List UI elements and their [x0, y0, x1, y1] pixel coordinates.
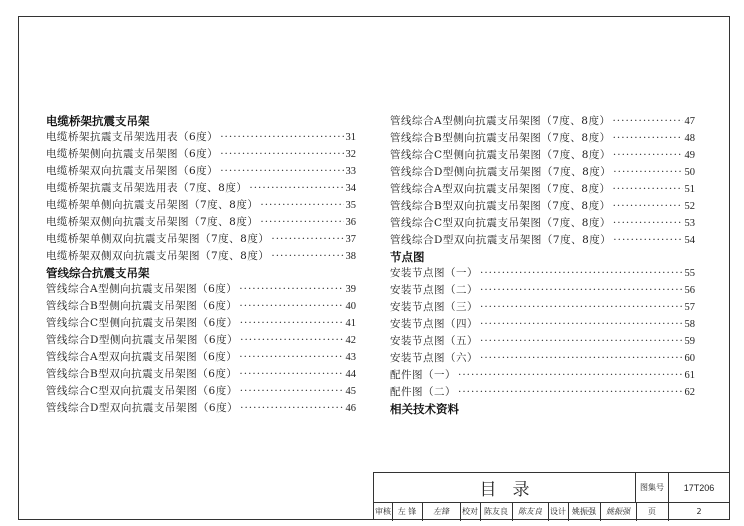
toc-entry-title: 管线综合A型双向抗震支吊架图（7度、8度） [390, 183, 611, 195]
title-block [373, 472, 729, 519]
toc-entry [390, 316, 695, 333]
toc-entry-page: 57 [684, 302, 695, 313]
toc-entry [390, 299, 695, 316]
toc-entry-title: 安装节点图（一） [390, 267, 478, 279]
toc-entry-page: 45 [345, 386, 356, 397]
leader-dots [613, 215, 683, 232]
toc-entry-page: 55 [684, 268, 695, 279]
section-heading: 节点图 [390, 250, 425, 264]
review-label: 审核 [375, 507, 391, 516]
toc-entry-title: 电缆桥架侧向抗震支吊架图（6度） [46, 148, 219, 160]
section-heading: 管线综合抗震支吊架 [46, 266, 150, 280]
leader-dots [458, 384, 683, 401]
toc-entry [390, 265, 695, 282]
toc-entry-title: 管线综合C型双向抗震支吊架图（6度） [46, 385, 238, 397]
toc-entry-title: 电缆桥架抗震支吊架选用表（7度、8度） [46, 182, 248, 194]
toc-entry [390, 181, 695, 198]
toc-entry-page: 54 [684, 235, 695, 246]
toc-entry-page: 56 [684, 285, 695, 296]
toc-entry-title: 管线综合A型侧向抗震支吊架图（7度、8度） [390, 115, 611, 127]
leader-dots [480, 333, 683, 350]
toc-entry-title: 电缆桥架单侧双向抗震支吊架图（7度、8度） [46, 233, 270, 245]
leader-dots [480, 282, 683, 299]
toc-entry-title: 管线综合A型侧向抗震支吊架图（6度） [46, 283, 238, 295]
section-heading: 电缆桥架抗震支吊架 [46, 114, 150, 128]
toc-entry-page: 52 [684, 201, 695, 212]
leader-dots [271, 231, 343, 248]
toc-entry-page: 41 [345, 318, 356, 329]
leader-dots [613, 147, 683, 164]
drawing-title: 目录 [374, 473, 636, 502]
toc-entry-page: 59 [684, 336, 695, 347]
leader-dots [239, 281, 343, 298]
leader-dots [260, 214, 343, 231]
toc-entry [46, 298, 356, 315]
toc-entry [390, 367, 695, 384]
toc-entry [46, 146, 356, 163]
toc-entry [390, 147, 695, 164]
toc-entry-page: 58 [684, 319, 695, 330]
toc-entry-page: 32 [345, 149, 356, 160]
toc-entry-page: 43 [345, 352, 356, 363]
toc-entry-title: 管线综合B型双向抗震支吊架图（7度、8度） [390, 200, 611, 212]
page-number: 2 [696, 507, 702, 516]
leader-dots [260, 197, 343, 214]
atlas-number: 17T206 [683, 482, 715, 493]
toc-entry-page: 44 [345, 369, 356, 380]
toc-entry-page: 60 [684, 353, 695, 364]
leader-dots [480, 316, 683, 333]
leader-dots [480, 350, 683, 367]
leader-dots [240, 383, 344, 400]
leader-dots [240, 315, 344, 332]
toc-entry-page: 49 [684, 150, 695, 161]
toc-entry [46, 400, 356, 417]
toc-entry-title: 管线综合C型双向抗震支吊架图（7度、8度） [390, 217, 611, 229]
toc-entry-page: 39 [345, 284, 356, 295]
check-label: 校对 [462, 507, 478, 516]
toc-entry [390, 384, 695, 401]
toc-entry [46, 163, 356, 180]
leader-dots [458, 367, 683, 384]
designer-name: 姚振强 [572, 507, 596, 516]
toc-entry-page: 36 [345, 217, 356, 228]
toc-entry [46, 214, 356, 231]
toc-entry-title: 管线综合B型侧向抗震支吊架图（6度） [46, 300, 238, 312]
toc-entry-title: 电缆桥架单侧向抗震支吊架图（7度、8度） [46, 199, 259, 211]
toc-entry-page: 50 [684, 167, 695, 178]
toc-entry-title: 管线综合D型双向抗震支吊架图（6度） [46, 402, 239, 414]
toc-entry [390, 350, 695, 367]
toc-entry [46, 332, 356, 349]
toc-entry [390, 282, 695, 299]
toc-entry-title: 管线综合C型侧向抗震支吊架图（7度、8度） [390, 149, 611, 161]
toc-entry-title: 管线综合B型双向抗震支吊架图（6度） [46, 368, 238, 380]
toc-entry-title: 电缆桥架抗震支吊架选用表（6度） [46, 131, 219, 143]
checker-name: 陈友良 [484, 507, 508, 516]
toc-entry [390, 333, 695, 350]
toc-entry-page: 61 [684, 370, 695, 381]
leader-dots [480, 299, 683, 316]
leader-dots [239, 366, 343, 383]
leader-dots [613, 164, 682, 181]
toc-entry [46, 315, 356, 332]
toc-entry-title: 安装节点图（四） [390, 318, 478, 330]
leader-dots [249, 180, 343, 197]
toc-entry-title: 管线综合A型双向抗震支吊架图（6度） [46, 351, 238, 363]
toc-entry [390, 130, 695, 147]
toc-entry-title: 管线综合D型侧向抗震支吊架图（7度、8度） [390, 166, 612, 178]
toc-entry [46, 281, 356, 298]
toc-entry-page: 51 [684, 184, 695, 195]
toc-entry [390, 198, 695, 215]
toc-entry-page: 46 [345, 403, 356, 414]
leader-dots [613, 198, 683, 215]
toc-left-column [46, 113, 356, 417]
toc-entry [46, 231, 356, 248]
leader-dots [480, 265, 683, 282]
toc-entry-page: 40 [345, 301, 356, 312]
toc-entry-page: 34 [345, 183, 356, 194]
toc-entry-page: 47 [684, 116, 695, 127]
design-label: 设计 [550, 507, 566, 516]
toc-entry [46, 197, 356, 214]
toc-entry [46, 180, 356, 197]
toc-entry-page: 42 [345, 335, 356, 346]
toc-entry-title: 配件图（一） [390, 369, 456, 381]
toc-entry-title: 电缆桥架双向抗震支吊架图（6度） [46, 165, 219, 177]
toc-entry [46, 383, 356, 400]
toc-entry-title: 电缆桥架双侧双向抗震支吊架图（7度、8度） [46, 250, 270, 262]
toc-entry [390, 113, 695, 130]
toc-entry [390, 164, 695, 181]
toc-entry-title: 管线综合B型侧向抗震支吊架图（7度、8度） [390, 132, 611, 144]
leader-dots [239, 349, 343, 366]
leader-dots [271, 248, 343, 265]
signature-row [374, 502, 730, 521]
leader-dots [240, 400, 343, 417]
leader-dots [613, 232, 682, 249]
toc-entry [46, 129, 356, 146]
toc-entry-title: 安装节点图（六） [390, 352, 478, 364]
toc-entry [390, 232, 695, 249]
leader-dots [612, 181, 682, 198]
section-heading: 相关技术资料 [390, 402, 459, 416]
toc-entry-page: 38 [345, 251, 356, 262]
leader-dots [220, 163, 343, 180]
toc-entry-title: 管线综合D型侧向抗震支吊架图（6度） [46, 334, 239, 346]
leader-dots [613, 130, 683, 147]
leader-dots [240, 332, 343, 349]
leader-dots [612, 113, 682, 130]
toc-right-column [390, 113, 695, 417]
toc-entry-title: 管线综合D型双向抗震支吊架图（7度、8度） [390, 234, 612, 246]
toc-entry-page: 31 [345, 132, 356, 143]
toc-entry-title: 管线综合C型侧向抗震支吊架图（6度） [46, 317, 238, 329]
toc-entry-title: 安装节点图（二） [390, 284, 478, 296]
reviewer-name: 左 锋 [397, 507, 417, 516]
toc-entry-title: 电缆桥架双侧向抗震支吊架图（7度、8度） [46, 216, 259, 228]
toc-entry-title: 安装节点图（五） [390, 335, 478, 347]
toc-entry-page: 33 [345, 166, 356, 177]
toc-entry-page: 62 [684, 387, 695, 398]
leader-dots [220, 146, 343, 163]
leader-dots [239, 298, 343, 315]
toc-entry [46, 248, 356, 265]
atlas-label: 图集号 [636, 473, 669, 502]
checker-signature: 陈友良 [518, 507, 542, 516]
designer-signature: 姚振强 [606, 507, 630, 516]
toc-entry [46, 349, 356, 366]
toc-entry [46, 366, 356, 383]
toc-entry-page: 48 [684, 133, 695, 144]
toc-entry-title: 安装节点图（三） [390, 301, 478, 313]
reviewer-signature: 左锋 [433, 507, 449, 516]
toc-entry-page: 53 [684, 218, 695, 229]
leader-dots [220, 129, 343, 146]
toc-entry-page: 35 [345, 200, 356, 211]
toc-entry-title: 配件图（二） [390, 386, 456, 398]
toc-entry-page: 37 [345, 234, 356, 245]
page-label: 页 [648, 507, 656, 516]
toc-entry [390, 215, 695, 232]
